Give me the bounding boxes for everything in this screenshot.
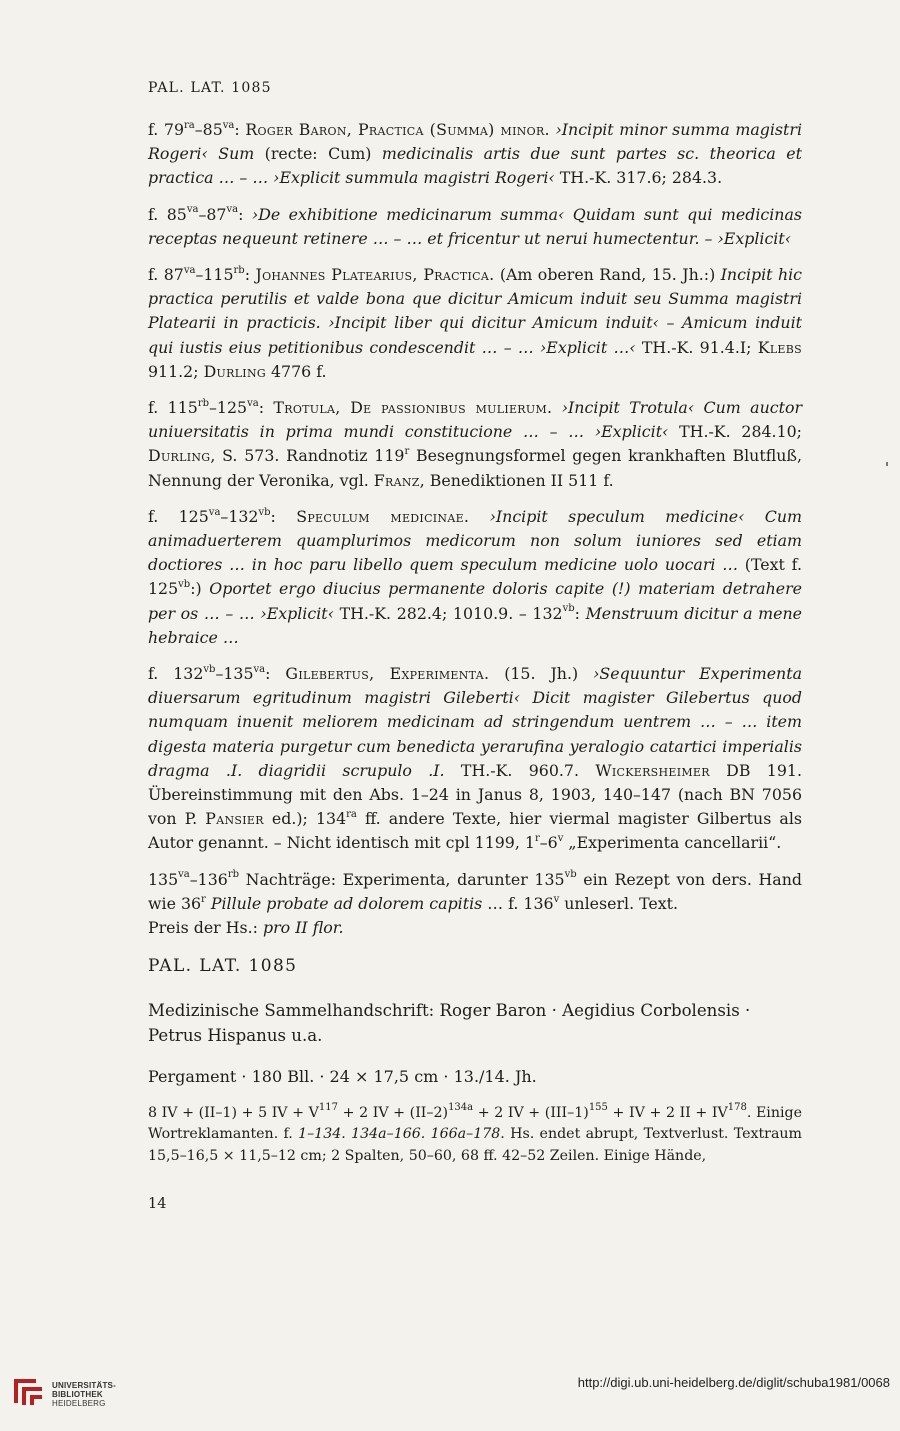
- entry-nachtraege: $135^{va}-136^{rb}$ Nachträge: Experimenta, darunter $135^{vb}$ ein Rezept von ders. Hand wie 36$^r$ Pillule probate ad dolorem capitis … f. 136$^v$ unleserl. Text. Preis der Hs.: pro II flor.: [148, 868, 802, 941]
- author: Trotula, De passionibus mulierum.: [273, 398, 553, 418]
- entry-gilebertus: f. $132^{vb}-135^{va}$: Gilebertus, Experimenta. (15. Jh.) ›Sequuntur Experimenta diuersarum egritudinum magistri Gileberti‹ Dicit magister Gilebertus quod numquam inuenit meliorem medicinam ad stringendum uentrem … – … item digesta materia purgetur cum benedicta yerarufina yeralogio catartici imperialis dragma .I. diagridii scrupulo .I. TH.-K. 960.7. Wickersheimer DB 191. Übereinstimmung mit den Abs. 1–24 in Janus 8, 1903, 140–147 (nach BN 7056 von P. Pansier ed.); $134^{ra}$ ff. andere Texte, hier viermal magister Gilbertus als Autor genannt. – Nicht identisch mit cpl 1199, 1$^r$–6$^v$ „Experimenta cancellarii“.: [148, 663, 803, 853]
- entry-platearius: f. $87^{va}-115^{rb}$: Johannes Platearius, Practica. (Am oberen Rand, 15. Jh.:) Incipit hic practica perutilis et valde bona que dicitur Amicum induit seu Summa magistri Platearii in practicis. ›Incipit liber qui dicitur Amicum induit‹ – Amicum induit qui iustis eius petitionibus condescendit … – … ›Explicit …‹ TH.-K. 91.4.I; Klebs 911.2; Durling 4776 f.: [148, 264, 803, 381]
- author: Gilebertus, Experimenta.: [285, 664, 490, 684]
- entry-trotula: f. $115^{rb}-125^{va}$: Trotula, De passionibus mulierum. ›Incipit Trotula‹ Cum auctor uniuersitatis in prima mundi constitucione … – … ›Explicit‹ TH.-K. 284.10; Durling, S. 573. Randnotiz 119$^r$ Besegnungsformel gegen krankhaften Blutfluß, Nennung der Veronika, vgl. Franz, Benediktionen II 511 f.: [148, 397, 803, 490]
- library-logo-icon: [10, 1373, 46, 1409]
- manuscript-collation: 8 IV + (II–1) + 5 IV + $V^{117} + 2$ IV + $(II-2)^{134a} + 2$ IV + $(III-1)^{155}$ + IV + 2 II + $IV^{178}$. Einige Wortreklamanten. f. 1–134. 134a–166. 166a–178. Hs. endet abrupt, Textverlust. Textraum 15,5–16,5 × 11,5–12 cm; 2 Spalten, 50–60, 68 ff. 42–52 Zeilen. Einige Hände,: [148, 1102, 803, 1164]
- author: Johannes Platearius, Practica.: [255, 265, 495, 285]
- source-url[interactable]: http://digi.ub.uni-heidelberg.de/diglit/schuba1981/0068: [577, 1375, 890, 1390]
- scan-mark: [886, 462, 888, 466]
- running-header: PAL. LAT. 1085: [148, 80, 272, 96]
- manuscript-title: Medizinische Sammelhandschrift: Roger Baron · Aegidius Corbolensis · Petrus Hispanus u.a.: [148, 1001, 751, 1045]
- author: Speculum medicinae.: [296, 506, 470, 526]
- catalog-entries: [148, 118, 802, 940]
- page-number: 14: [148, 1196, 167, 1212]
- library-name: UNIVERSITÄTS- BIBLIOTHEK HEIDELBERG: [52, 1381, 116, 1408]
- library-logo[interactable]: [10, 1373, 150, 1413]
- entry-roger-baron: f. $79^{ra}-85^{va}$: Roger Baron, Practica (Summa) minor. ›Incipit minor summa magistri Rogeri‹ Sum (recte: Cum) medicinalis artis due sunt partes sc. theorica et practica … – … ›Explicit summula magistri Rogeri‹ TH.-K. 317.6; 284.3.: [148, 119, 802, 188]
- entry-speculum: f. $125^{va}-132^{vb}$: Speculum medicinae. ›Incipit speculum medicine‹ Cum animaduerterem quamplurimos medicorum non solum iuniores sed etiam doctiores … in hoc paru libello quem speculum medicine uolo uocari … (Text f. $125^{vb}$:) Oportet ergo diucius permanente doloris capite (!) materiam detrahere per os … – … ›Explicit‹ TH.-K. 282.4; 1010.9. – $132^{vb}$: Menstruum dicitur a mene hebraice …: [148, 506, 803, 647]
- manuscript-metadata: Pergament · 180 Bll. · 24 × 17,5 cm · 13./14. Jh.: [148, 1067, 537, 1086]
- price-line: Preis der Hs.: pro II flor.: [148, 918, 344, 938]
- section-title: PAL. LAT. 1085: [148, 956, 298, 976]
- entry-de-exhibitione: f. $85^{va}-87^{va}$: ›De exhibitione medicinarum summa‹ Quidam sunt qui medicinas receptas nequeunt retinere … – … et fricentur ut nerui humectentur. – ›Explicit‹: [148, 204, 802, 248]
- author: Roger Baron, Practica (Summa) minor.: [245, 120, 550, 139]
